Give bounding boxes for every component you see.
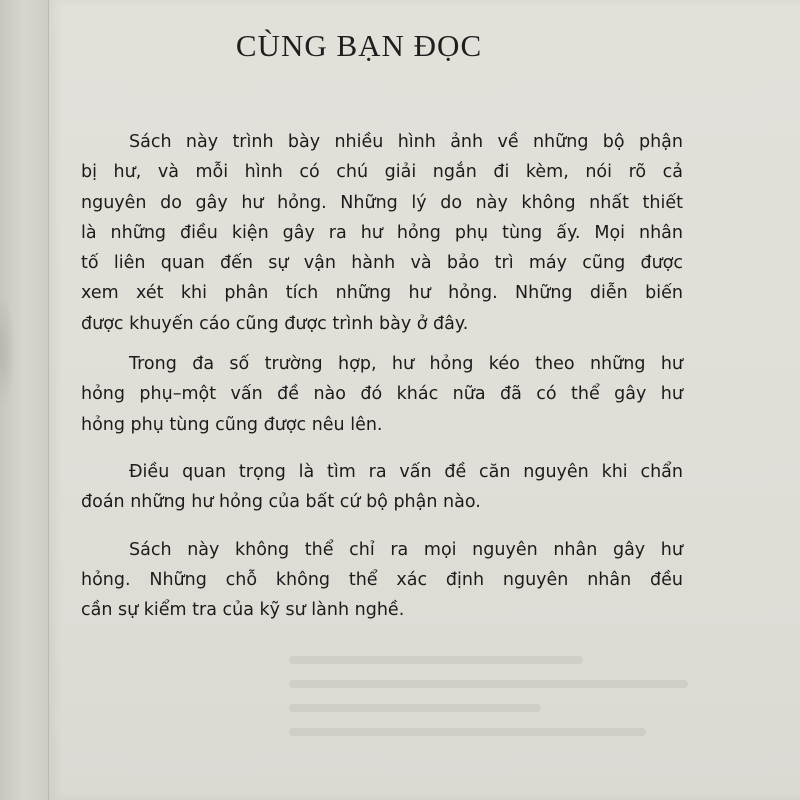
text-line: hỏng phụ tùng cũng được nêu lên. [81,414,383,435]
text-line: được khuyến cáo cũng được trình bày ở đây. [81,313,469,334]
body-text [81,127,683,625]
text-line: nguyên do gây hư hỏng. Những lý do này không nhất thiết [81,192,683,213]
paragraph-1 [81,127,683,339]
paragraph-2 [81,349,683,440]
page-fold-shadow [0,290,16,410]
show-through-text [289,640,709,800]
text-line: Sách này trình bày nhiều hình ảnh về những bộ phận [129,132,683,152]
text-line: tố liên quan đến sự vận hành và bảo trì máy cũng được [81,253,683,274]
text-line: hỏng. Những chỗ không thể xác định nguyên nhân đều [81,569,683,590]
paragraph-3 [81,457,683,518]
text-line: hỏng phụ–một vấn đề nào đó khác nữa đã có thể gây hư [81,384,683,405]
text-line: Sách này không thể chỉ ra mọi nguyên nhân gây hư [129,539,683,560]
text-line: bị hư, và mỗi hình có chú giải ngắn đi kèm, nói rõ cả [81,162,683,183]
book-page [48,0,800,800]
text-line: Điều quan trọng là tìm ra vấn đề căn nguyên khi chẩn [129,461,683,482]
text-line: đoán những hư hỏng của bất cứ bộ phận nào. [81,492,481,513]
paragraph-4 [81,535,683,626]
text-line: Trong đa số trường hợp, hư hỏng kéo theo những hư [129,354,683,375]
text-line: xem xét khi phân tích những hư hỏng. Những diễn biến [81,283,683,304]
page-title: CÙNG BẠN ĐỌC [235,28,483,63]
text-line: là những điều kiện gây ra hư hỏng phụ tùng ấy. Mọi nhân [81,222,683,243]
text-line: cần sự kiểm tra của kỹ sư lành nghề. [81,600,405,621]
